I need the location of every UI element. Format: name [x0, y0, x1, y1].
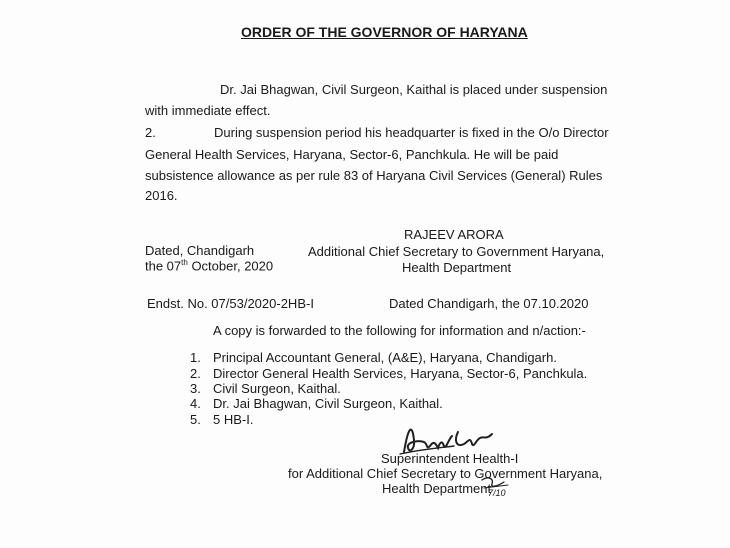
document-title: ORDER OF THE GOVERNOR OF HARYANA — [241, 24, 528, 40]
list-item-number: 5. — [190, 412, 201, 427]
list-item: Dr. Jai Bhagwan, Civil Surgeon, Kaithal. — [213, 396, 443, 411]
dated-place: Dated, Chandigarh — [145, 243, 255, 258]
para2-line1: During suspension period his headquarter is fixed in the O/o Director — [214, 125, 609, 140]
para2-number: 2. — [145, 125, 156, 140]
dated-date — [145, 258, 273, 273]
list-item: 5 HB-I. — [213, 412, 254, 427]
para2-line3: subsistence allowance as per rule 83 of Haryana Civil Services (General) Rules — [145, 168, 603, 183]
signatory-department: Health Department — [402, 260, 512, 275]
para1-line2: with immediate effect. — [145, 103, 271, 118]
endorsement-intro: A copy is forwarded to the following for information and n/action:- — [213, 323, 586, 338]
list-item-number: 1. — [190, 350, 201, 365]
para1-line1: Dr. Jai Bhagwan, Civil Surgeon, Kaithal is placed under suspension — [220, 82, 608, 97]
dated-date-suffix: October, 2020 — [187, 258, 274, 274]
initial-date-note: 7/10 — [488, 488, 506, 498]
list-item-number: 3. — [190, 381, 201, 396]
superintendent-designation: Superintendent Health-I — [381, 451, 519, 466]
for-line: for Additional Chief Secretary to Government Haryana, — [288, 466, 603, 481]
signatory-name: RAJEEV ARORA — [404, 227, 504, 242]
dated-date-sup: th — [181, 258, 188, 267]
endorsement-dated: Dated Chandigarh, the 07.10.2020 — [389, 296, 589, 311]
para2-line2: General Health Services, Haryana, Sector-6, Panchkula. He will be paid — [145, 147, 559, 162]
list-item: Principal Accountant General, (A&E), Haryana, Chandigarh. — [213, 350, 557, 365]
list-item: Director General Health Services, Haryana, Sector-6, Panchkula. — [213, 366, 588, 381]
dated-date-prefix: the 07 — [145, 258, 182, 274]
signatory-designation: Additional Chief Secretary to Government Haryana, — [308, 244, 605, 259]
list-item-number: 2. — [190, 366, 201, 381]
para2-line4: 2016. — [145, 188, 178, 203]
list-item: Civil Surgeon, Kaithal. — [213, 381, 341, 396]
superintendent-department: Health Department — [382, 481, 492, 496]
list-item-number: 4. — [190, 396, 201, 411]
endorsement-number: Endst. No. 07/53/2020-2HB-I — [147, 296, 314, 311]
